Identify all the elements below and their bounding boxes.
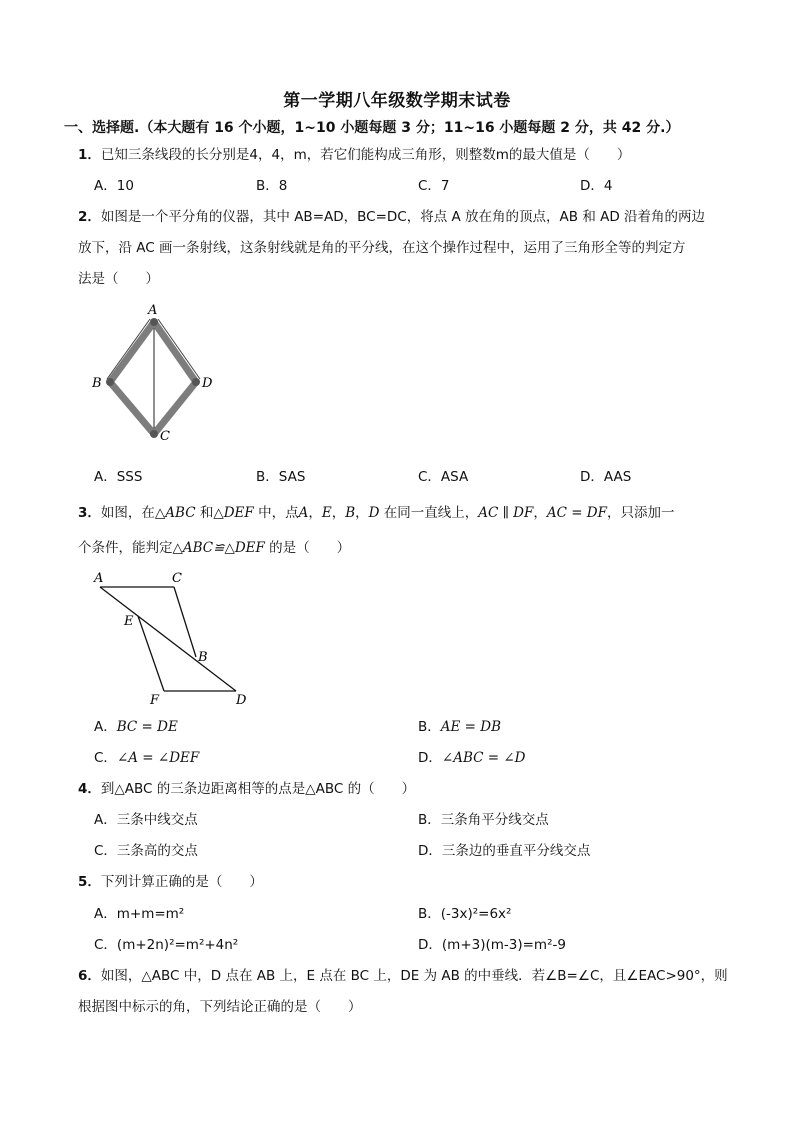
page-title: 第一学期八年级数学期末试卷 [283,91,511,111]
angle-bisector-instrument-figure [88,300,228,454]
vertex-label-a: A [94,571,104,586]
option-letter: D． [418,750,442,766]
q3-condition-equal: AC = DF [546,505,607,521]
q3-condition-parallel: AC ∥ DF [478,505,534,521]
q2-option-a: A．SSS [94,469,143,485]
q3-text: ， [355,505,369,521]
q3-text: ， [308,505,322,521]
q3-option-d [418,748,526,768]
question-text-line1: 如图，△ABC 中，D 点在 AB 上，E 点在 BC 上，DE 为 AB 的中垂线．若∠B=∠C，且∠EAC>90°，则 [100,968,728,984]
q3-text: 在同一直线上， [379,505,479,521]
q3-text: 如图，在 [100,505,155,521]
q3-text: 和 [195,505,214,521]
q3-text: 的是（ ） [264,540,351,556]
vertex-label-b: B [92,376,102,391]
section-heading: 一、选择题.（本大题有 16 个小题，1~10 小题每题 3 分；11~16 小题每题 2 分，共 42 分.） [64,120,680,136]
q2-option-b: B．SAS [256,469,306,485]
q3-option-c [94,748,199,768]
question-1 [78,145,748,165]
vertex-label-f: F [150,693,160,708]
vertex-label-d: D [202,376,213,391]
question-number: 2． [78,209,101,225]
q5-option-a: A．m+m=m² [94,906,185,922]
vertex-label-c: C [160,429,170,444]
q3-text: ，只添加一 [607,505,675,521]
q3-option-b [418,717,501,737]
question-2 [78,207,748,227]
q1-option-d: D．4 [580,178,613,194]
question-number: 4． [78,781,101,797]
q3-triangle-def: △DEF [213,505,254,521]
q1-option-a: A．10 [94,178,134,194]
vertex-label-c: C [172,571,182,586]
question-number: 5． [78,874,101,890]
question-text: 到△ABC 的三条边距离相等的点是△ABC 的（ ） [100,781,416,797]
option-expression: ∠ABC = ∠D [441,750,526,766]
question-5 [78,872,748,892]
q1-option-c: C．7 [418,178,450,194]
q2-option-d: D．AAS [580,469,632,485]
q1-option-b: B．8 [256,178,288,194]
vertex-label-e: E [124,614,134,629]
question-6 [78,966,748,986]
option-letter: B． [418,719,441,735]
question-3-line2 [78,538,748,558]
triangles-abc-def-figure [88,567,268,713]
q3-text: ， [331,505,346,521]
q4-option-b: B．三条角平分线交点 [418,812,549,828]
q3-point-d: D [368,505,380,521]
q5-option-d: D．(m+3)(m-3)=m²-9 [418,937,566,953]
option-letter: A． [94,719,117,735]
q3-point-e: E [321,505,332,521]
q3-triangle-abc: △ABC [154,505,196,521]
question-6-line2: 根据图中标示的角，下列结论正确的是（ ） [78,999,362,1015]
question-number: 3． [78,505,101,521]
vertex-label-d: D [236,693,247,708]
question-number: 1． [78,147,101,163]
option-letter: C． [94,750,117,766]
q3-option-a [94,717,178,737]
q3-text: 中，点 [253,505,299,521]
q3-congruence: △ABC≌△DEF [172,540,265,556]
option-expression: ∠A = ∠DEF [116,750,200,766]
q4-option-d: D．三条边的垂直平分线交点 [418,843,591,859]
q3-point-b: B [345,505,356,521]
q4-option-a: A．三条中线交点 [94,812,198,828]
q5-option-b: B．(-3x)²=6x² [418,906,512,922]
q4-option-c: C．三条高的交点 [94,843,198,859]
question-3 [78,503,748,523]
q3-text: 个条件，能判定 [78,540,173,556]
q3-text: ， [533,505,547,521]
question-4 [78,779,748,799]
q3-point-a: A [298,505,309,521]
question-number: 6． [78,968,101,984]
question-2-line3: 法是（ ） [78,271,159,287]
question-2-line2: 放下，沿 AC 画一条射线，这条射线就是角的平分线，在这个操作过程中，运用了三角形全等的判定方 [78,240,686,256]
vertex-label-a: A [148,303,158,318]
option-expression: BC = DE [116,719,178,735]
question-text-line1: 如图是一个平分角的仪器，其中 AB=AD，BC=DC，将点 A 放在角的顶点，AB 和 AD 沿着角的两边 [100,209,706,225]
option-expression: AE = DB [440,719,502,735]
question-text: 已知三条线段的长分别是4，4，m，若它们能构成三角形，则整数m的最大值是（ ） [100,147,631,163]
q2-option-c: C．ASA [418,469,469,485]
question-text: 下列计算正确的是（ ） [100,874,263,890]
vertex-label-b: B [198,650,208,665]
q5-option-c: C．(m+2n)²=m²+4n² [94,937,239,953]
